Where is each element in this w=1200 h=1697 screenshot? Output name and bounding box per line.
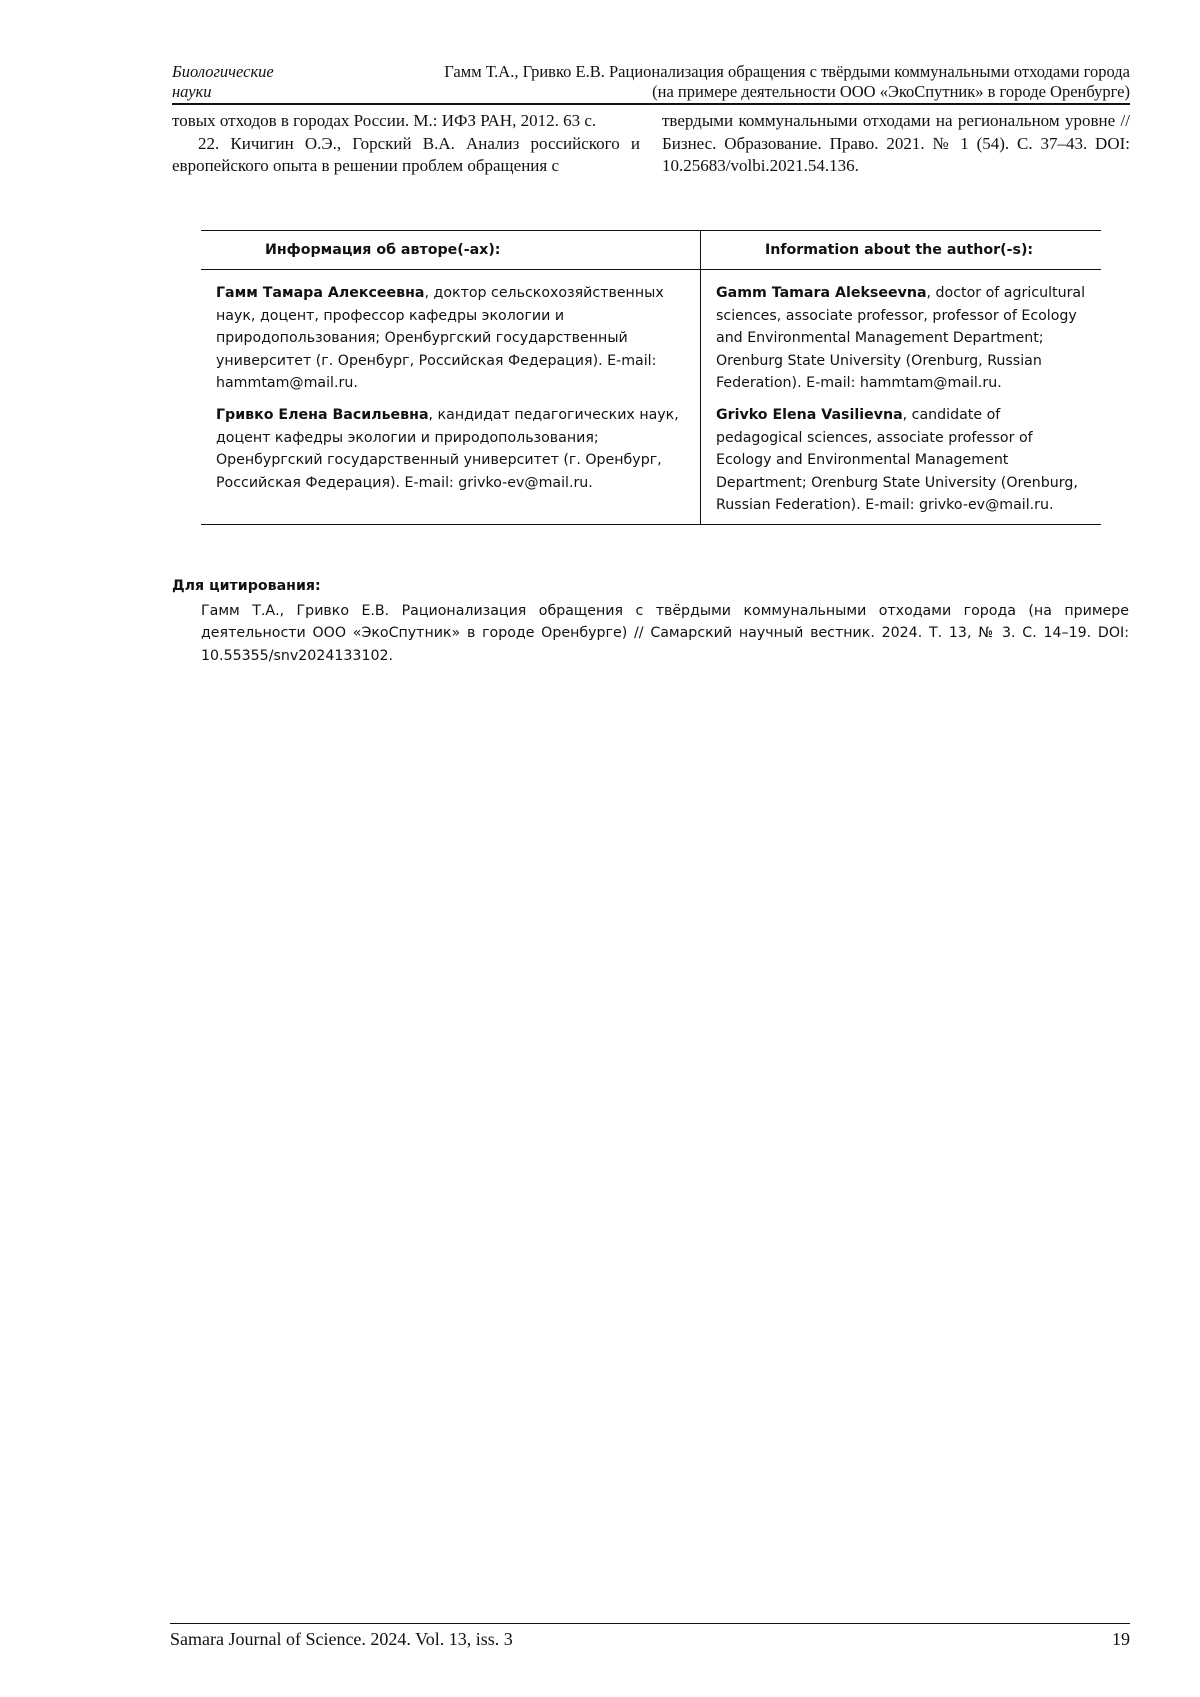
author-details-en: , doctor of agricultural sciences, associate professor, professor of Ecology and Environmental Management Department; Orenburg State University (Orenburg, Russian Federation). E-mail: hammtam@mail.ru. <box>716 285 1086 392</box>
section-line-2: науки <box>172 82 212 101</box>
author-row <box>201 270 1101 405</box>
running-header <box>172 62 1130 106</box>
page-footer <box>170 1623 1130 1653</box>
running-title-line-1: Гамм Т.А., Гривко Е.В. Рационализация обращения с твёрдыми коммунальными отходами города <box>444 62 1130 81</box>
section-line-1: Биологические <box>172 62 274 81</box>
author-info-header-ru: Информация об авторе(-ах): <box>201 231 701 270</box>
author-details-en: , candidate of pedagogical sciences, associate professor of Ecology and Environmental Management Department; Orenburg State University (Orenburg, Russian Federation). E-mail: grivko-ev@mail.ru. <box>716 407 1078 514</box>
author-name-ru: Гривко Елена Васильевна <box>216 407 429 424</box>
author-name-en: Grivko Elena Vasilievna <box>716 407 903 424</box>
references-right-column <box>662 110 1130 178</box>
author-row <box>201 404 1101 525</box>
journal-section <box>172 62 342 102</box>
citation-text: Гамм Т.А., Гривко Е.В. Рационализация обращения с твёрдыми коммунальными отходами города (на примере деятельности ООО «ЭкоСпутник» в городе Оренбурге) // Самарский научный вестник. 2024. Т. 13, № 3. С. 14–19. DOI: 10.55355/snv2024133102. <box>201 603 1129 664</box>
footer-rule <box>170 1623 1130 1624</box>
references-left-column <box>172 110 640 178</box>
reference-21-continuation: товых отходов в городах России. М.: ИФЗ РАН, 2012. 63 с. <box>172 111 597 130</box>
page-number: 19 <box>1112 1629 1130 1649</box>
author-info-header-en: Information about the author(-s): <box>701 231 1102 270</box>
author-info-en <box>701 404 1102 525</box>
citation-title: Для цитирования: <box>172 578 321 594</box>
author-details-ru: , доктор сельскохозяйственных наук, доцент, профессор кафедры экологии и природопользования; Оренбургский государственный университет (г. Оренбург, Российская Федерация). E-mail: hammtam@mail.ru. <box>216 285 664 392</box>
author-name-en: Gamm Tamara Alekseevna <box>716 285 927 302</box>
author-info-ru <box>201 404 701 525</box>
author-info-ru <box>201 270 701 405</box>
reference-22: 22. Кичигин О.Э., Горский В.А. Анализ российского и европейского опыта в решении проблем обращения с <box>172 133 640 175</box>
author-name-ru: Гамм Тамара Алексеевна <box>216 285 425 302</box>
author-details-ru: , кандидат педагогических наук, доцент кафедры экологии и природопользования; Оренбургский государственный университет (г. Оренбург, Российская Федерация). E-mail: grivko-ev@mail.ru. <box>216 407 679 491</box>
author-info-en <box>701 270 1102 405</box>
journal-footer: Samara Journal of Science. 2024. Vol. 13, iss. 3 <box>170 1629 513 1649</box>
reference-22-continuation: твердыми коммунальными отходами на региональном уровне // Бизнес. Образование. Право. 2021. № 1 (54). С. 37–43. DOI: 10.25683/volbi.2021.54.136. <box>662 111 1130 175</box>
header-rule <box>172 103 1130 105</box>
author-info-table <box>201 230 1101 525</box>
running-title-line-2: (на примере деятельности ООО «ЭкоСпутник» в городе Оренбурге) <box>652 82 1130 101</box>
article-running-title <box>330 62 1130 102</box>
